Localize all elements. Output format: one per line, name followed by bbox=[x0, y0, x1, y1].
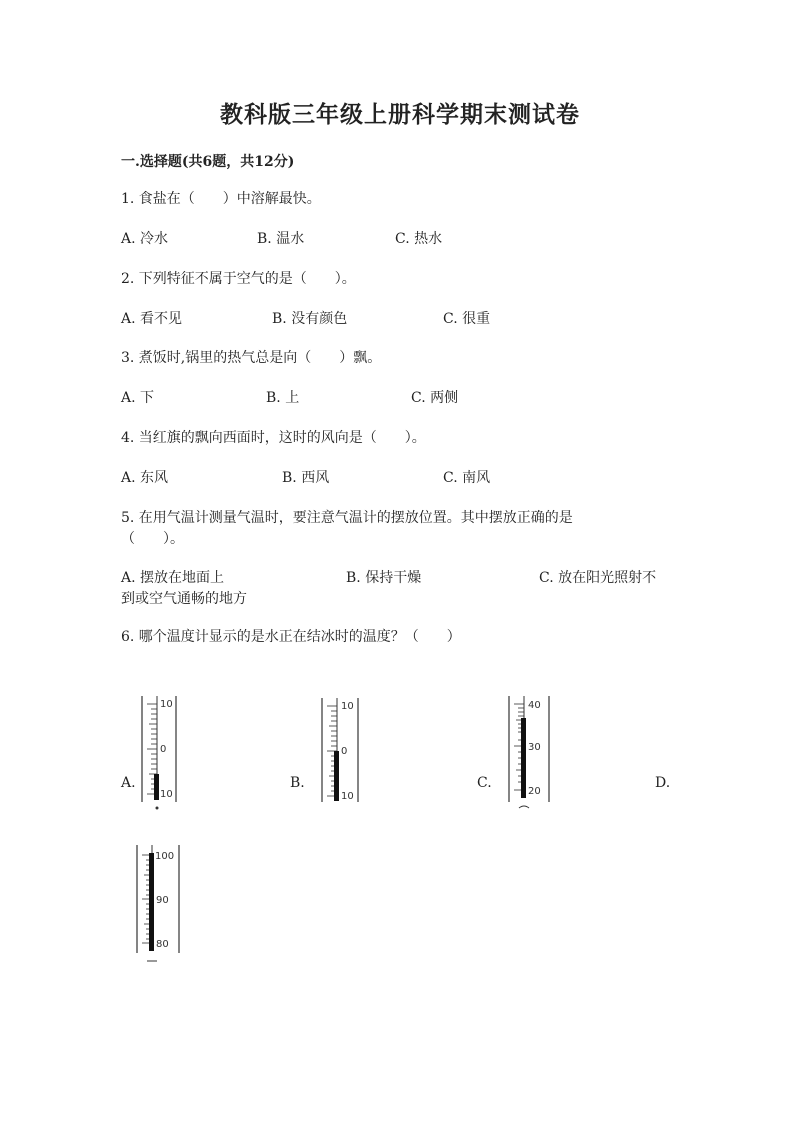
q1-option-c[interactable]: C. 热水 bbox=[395, 231, 443, 247]
question-2: 2. 下列特征不属于空气的是（ ）。 bbox=[121, 271, 356, 287]
thermometer-c-label-mid: 30 bbox=[528, 742, 541, 753]
q3-option-c[interactable]: C. 两侧 bbox=[411, 390, 459, 406]
q5-option-b[interactable]: B. 保持干燥 bbox=[346, 570, 422, 586]
q6-option-a[interactable]: A. bbox=[121, 775, 136, 791]
question-3: 3. 煮饭时,锅里的热气总是向（ ）飘。 bbox=[121, 350, 382, 366]
thermometer-a-label-top: 10 bbox=[160, 699, 173, 710]
question-1: 1. 食盐在（ ）中溶解最快。 bbox=[121, 191, 321, 207]
thermometer-d-liquid bbox=[149, 853, 154, 951]
question-5-line-1: 5. 在用气温计测量气温时，要注意气温计的摆放位置。其中摆放正确的是 bbox=[121, 510, 573, 526]
question-5-line-2: （ ）。 bbox=[121, 531, 184, 547]
thermometer-a-liquid bbox=[154, 774, 159, 800]
question-4: 4. 当红旗的飘向西面时，这时的风向是（ ）。 bbox=[121, 430, 426, 446]
q3-option-b[interactable]: B. 上 bbox=[266, 390, 300, 406]
thermometer-c-label-bottom: 20 bbox=[528, 786, 541, 797]
thermometer-a-label-mid: 0 bbox=[160, 744, 167, 755]
q3-option-a[interactable]: A. 下 bbox=[121, 390, 155, 406]
q4-option-a[interactable]: A. 东风 bbox=[121, 470, 169, 486]
thermometer-b bbox=[318, 696, 364, 806]
thermometer-a bbox=[138, 694, 184, 814]
q2-option-c[interactable]: C. 很重 bbox=[443, 311, 491, 327]
q2-option-b[interactable]: B. 没有颜色 bbox=[272, 311, 348, 327]
thermometer-c-label-top: 40 bbox=[528, 700, 541, 711]
thermometer-c bbox=[505, 694, 553, 816]
q6-option-b[interactable]: B. bbox=[290, 775, 305, 791]
q1-option-a[interactable]: A. 冷水 bbox=[121, 231, 169, 247]
thermometer-d-label-top: 100 bbox=[155, 851, 175, 862]
thermometer-d bbox=[133, 843, 183, 967]
thermometer-d-label-mid: 90 bbox=[156, 895, 169, 906]
section-heading: 一.选择题(共6题，共12分) bbox=[121, 154, 295, 170]
q5-option-a[interactable]: A. 摆放在地面上 bbox=[121, 570, 225, 586]
q1-option-b[interactable]: B. 温水 bbox=[257, 231, 305, 247]
thermometer-b-label-top: 10 bbox=[341, 701, 354, 712]
thermometer-b-liquid bbox=[334, 751, 339, 801]
thermometer-b-label-mid: 0 bbox=[341, 746, 348, 757]
q5-option-c[interactable]: C. 放在阳光照射不 bbox=[539, 570, 657, 586]
q2-option-a[interactable]: A. 看不见 bbox=[121, 311, 183, 327]
q5-option-c-continued: 到或空气通畅的地方 bbox=[121, 591, 247, 607]
thermometer-c-liquid bbox=[521, 718, 526, 798]
q6-option-d[interactable]: D. bbox=[655, 775, 671, 791]
thermometer-b-label-bottom: 10 bbox=[341, 791, 354, 802]
page-title: 教科版三年级上册科学期末测试卷 bbox=[220, 101, 580, 128]
thermometer-a-label-bottom: 10 bbox=[160, 789, 173, 800]
thermometer-d-label-bottom: 80 bbox=[156, 939, 169, 950]
question-6: 6. 哪个温度计显示的是水正在结冰时的温度？（ ） bbox=[121, 629, 461, 645]
q4-option-b[interactable]: B. 西风 bbox=[282, 470, 330, 486]
q6-option-c[interactable]: C. bbox=[477, 775, 492, 791]
q4-option-c[interactable]: C. 南风 bbox=[443, 470, 491, 486]
